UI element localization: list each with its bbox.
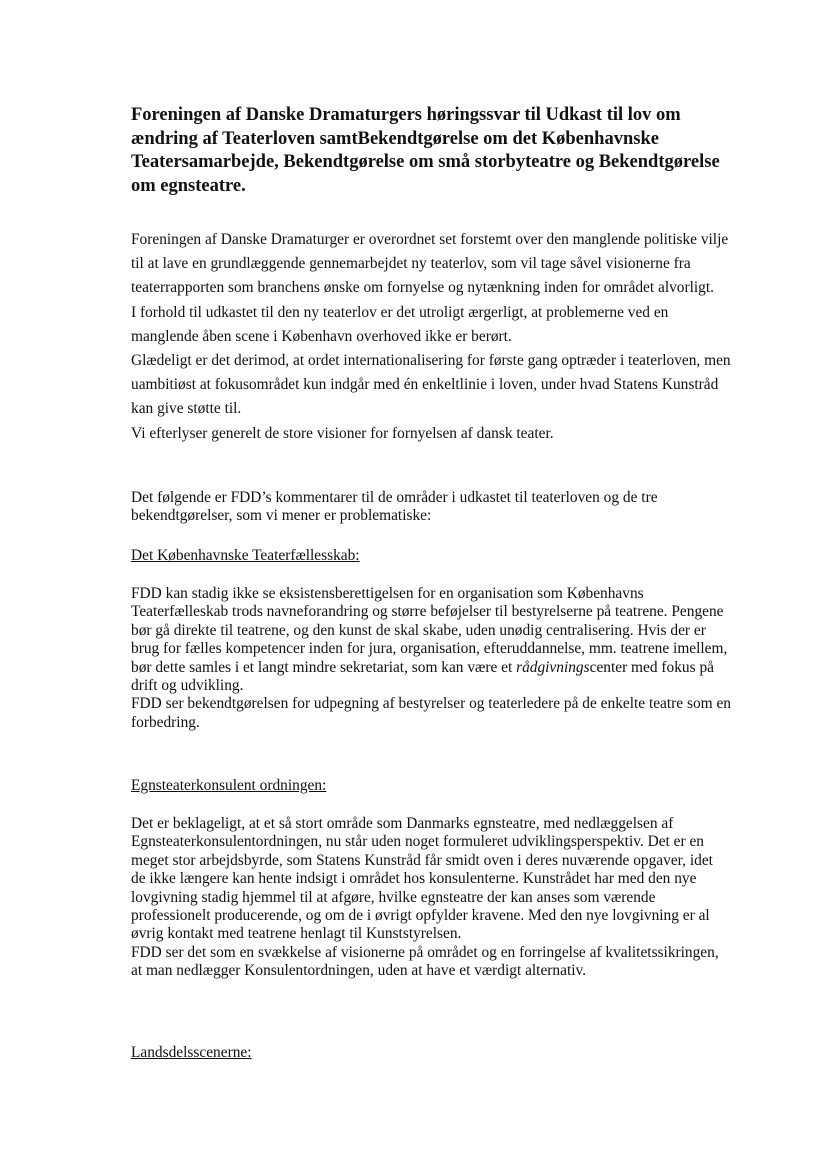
text-run: center med fokus på drift og udvikling.: [131, 658, 714, 695]
section-paragraph: [131, 585, 731, 732]
intro-section: [131, 228, 731, 446]
text-run: FDD ser bekendtgørelsen for udpegning af bestyrelser og teaterledere på de enkelte teatre som en forbedring.: [131, 695, 731, 731]
intro-paragraph: Glædeligt er det derimod, at ordet internationalisering for første gang optræder i teaterloven, men uambitiøst at fokusområdet kun indgår med én enkeltlinie i loven, under hvad Statens Kunstråd kan give støtte til.: [131, 352, 731, 418]
emphasis-text: rådgivnings: [516, 658, 590, 676]
section-heading-landsdelsscenerne: Landsdelsscenerne:: [131, 1044, 252, 1061]
text-run: FDD ser det som en svækkelse af visionerne på området og en forringelse af kvalitetssikringen, at man nedlægger Konsulentordningen, uden at have et værdigt alternativ.: [131, 943, 719, 980]
text-run: FDD kan stadig ikke se eksistensberettigelsen for en organisation som Københavns Teaterfælleskab trods navneforandring og større beføjelser til bestyrelserne på teatrene. Pengene bør gå direkte til teatrene, og den kunst de skal skabe, uden unødig centralisering. Hvis der er brug for fælles kompetencer inden for jura, organisation, efteruddannelse, mm. teatrene imellem, bør dette samles i et langt mindre sekretariat, som kan være et: [131, 585, 728, 676]
section-heading-egnsteaterkonsulent: Egnsteaterkonsulent ordningen:: [131, 777, 327, 794]
text-run: Det er beklageligt, at et så stort område som Danmarks egnsteatre, med nedlæggelsen af Egnsteaterkonsulentordningen, nu står uden noget formuleret udviklingsperspektiv. Det er en meget stor arbejdsbyrde, som Statens Kunstråd får smidt oven i deres nuværende opgaver, idet de ikke længere kan hente indsigt i området hos konsulenterne. Kunstrådet har med den nye lovgivning stadig hjemmel til at afgøre, hvilke egnsteatre der kan anses som værende professionelt producerende, og om de i øvrigt opfylder kravene. Med den nye lovgivning er al øvrig kontakt med teatrene henlagt til Kunststyrelsen.: [131, 815, 713, 943]
section-heading-teaterfaellesskab: Det Københavnske Teaterfællesskab:: [131, 547, 360, 564]
intro-paragraph: Foreningen af Danske Dramaturger er overordnet set forstemt over den manglende politiske vilje til at lave en grundlæggende gennemarbejdet ny teaterlov, som vil tage såvel visionerne fra teaterrapporten som branchens ønske om fornyelse og nytænkning inden for området alvorligt.: [131, 231, 729, 297]
section-paragraph: [131, 815, 731, 981]
document-title: Foreningen af Danske Dramaturgers høringssvar til Udkast til lov om ændring af Teaterloven samtBekendtgørelse om det Københavnske Teatersamarbejde, Bekendtgørelse om små storbyteatre og Bekendtgørelse om egnsteatre.: [131, 105, 720, 196]
comments-intro: Det følgende er FDD’s kommentarer til de områder i udkastet til teaterloven og de tre bekendtgørelser, som vi mener er problematiske:: [131, 489, 658, 525]
intro-paragraph: Vi efterlyser generelt de store visioner for fornyelsen af dansk teater.: [131, 424, 554, 442]
intro-paragraph: I forhold til udkastet til den ny teaterlov er det utroligt ærgerligt, at problemerne ved en manglende åben scene i København overhoved ikke er berørt.: [131, 303, 669, 345]
